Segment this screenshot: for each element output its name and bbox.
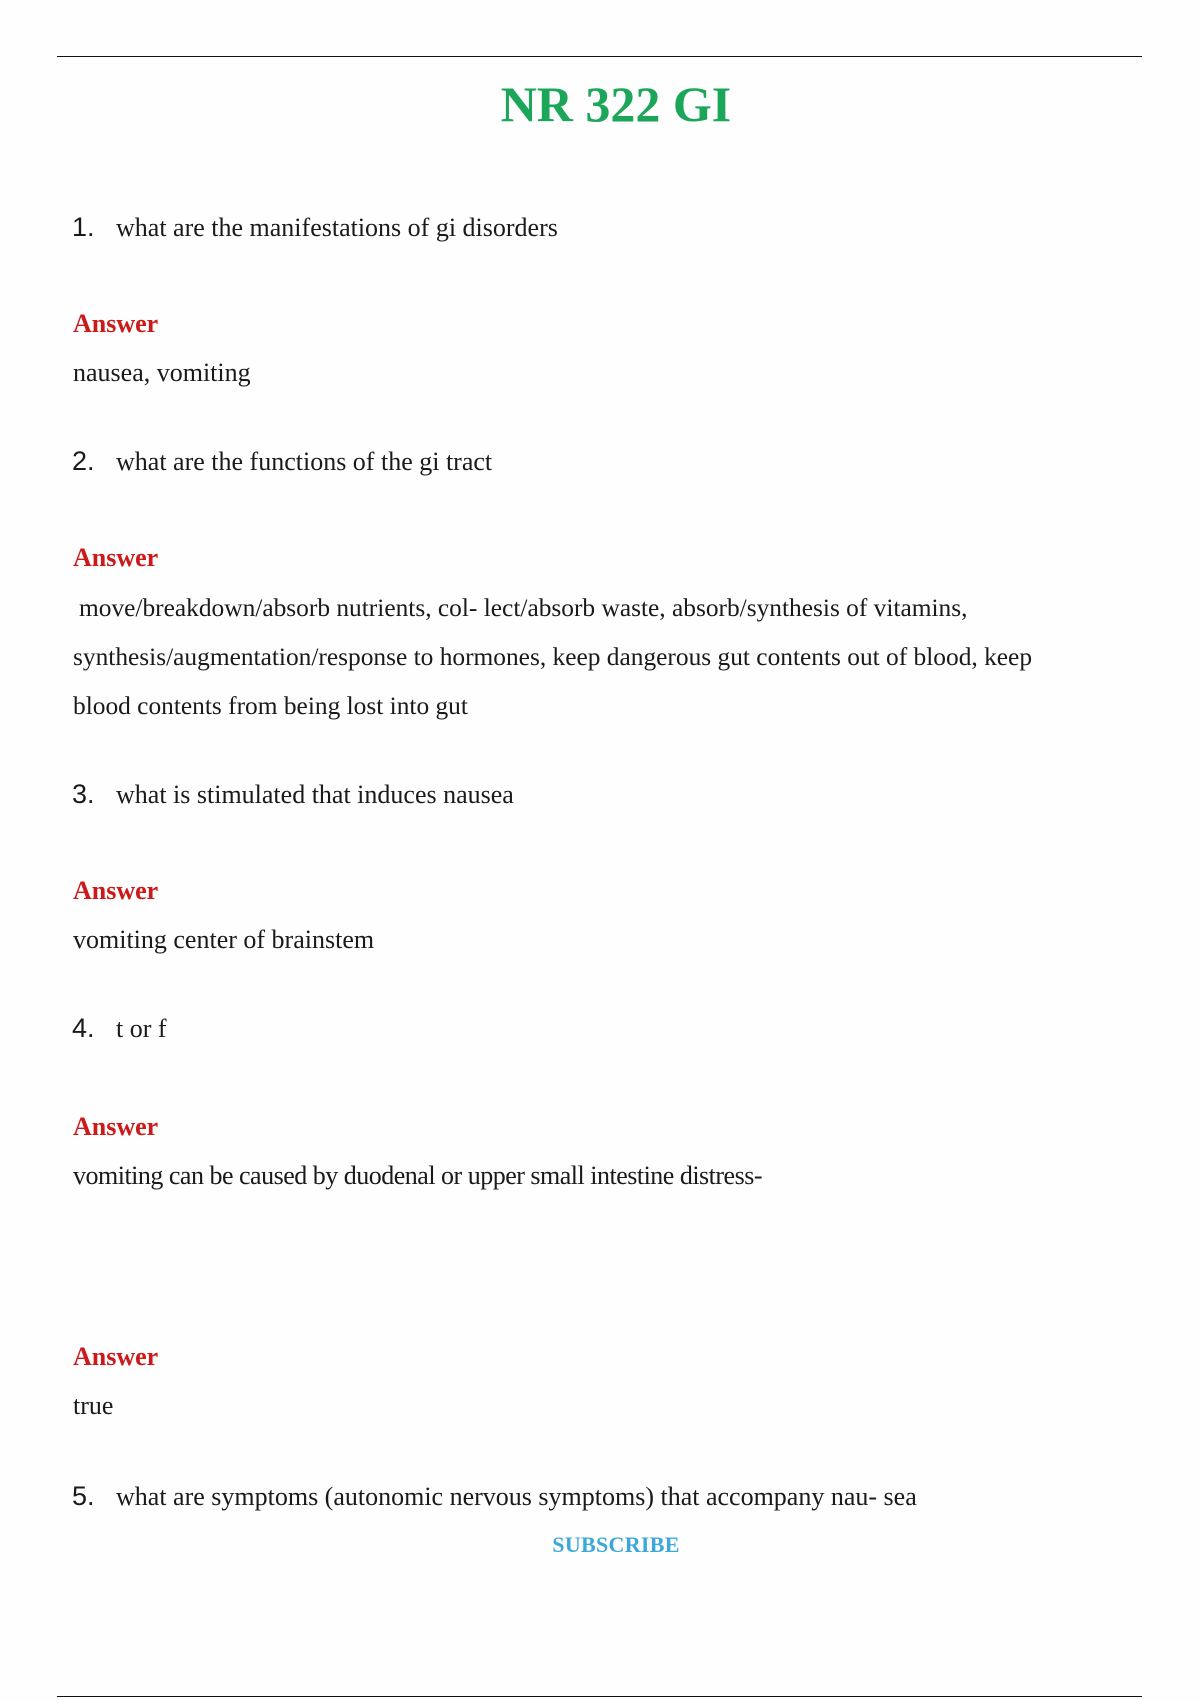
document-title: NR 322 GI [500,76,732,132]
question-number: 4. [72,1013,95,1043]
answer-text-multiline [73,584,1153,731]
answer-text: vomiting center of brainstem [73,925,375,954]
question-text: what are the functions of the gi tract [116,447,493,476]
answer-label: Answer [73,543,159,572]
subscribe-link[interactable]: SUBSCRIBE [552,1532,680,1557]
question-number: 1. [72,212,95,242]
top-divider [57,56,1142,57]
answer-label: Answer [73,1112,159,1141]
question-number: 3. [72,779,95,809]
answer-text: vomiting can be caused by duodenal or upper small intestine distress- [73,1161,762,1190]
bottom-divider [57,1696,1142,1697]
answer-label: Answer [73,309,159,338]
answer-line: blood contents from being lost into gut [73,692,468,720]
question-text: what are symptoms (autonomic nervous symptoms) that accompany nau- sea [116,1482,917,1511]
question-1 [72,210,558,245]
question-number: 2. [72,446,95,476]
answer-text: nausea, vomiting [73,358,251,387]
question-3 [72,777,514,812]
question-2 [72,444,492,479]
question-number: 5. [72,1481,95,1511]
answer-label: Answer [73,1342,159,1371]
answer-text: true [73,1391,114,1420]
answer-line: move/breakdown/absorb nutrients, col- lect/absorb waste, absorb/synthesis of vitamins, [79,594,968,622]
question-text: what is stimulated that induces nausea [116,780,514,809]
answer-line: synthesis/augmentation/response to hormones, keep dangerous gut contents out of blood, keep [73,643,1033,671]
question-text: what are the manifestations of gi disorders [116,213,558,242]
question-4 [72,1011,167,1046]
question-text: t or f [116,1014,167,1043]
question-5 [72,1479,917,1514]
answer-label: Answer [73,876,159,905]
